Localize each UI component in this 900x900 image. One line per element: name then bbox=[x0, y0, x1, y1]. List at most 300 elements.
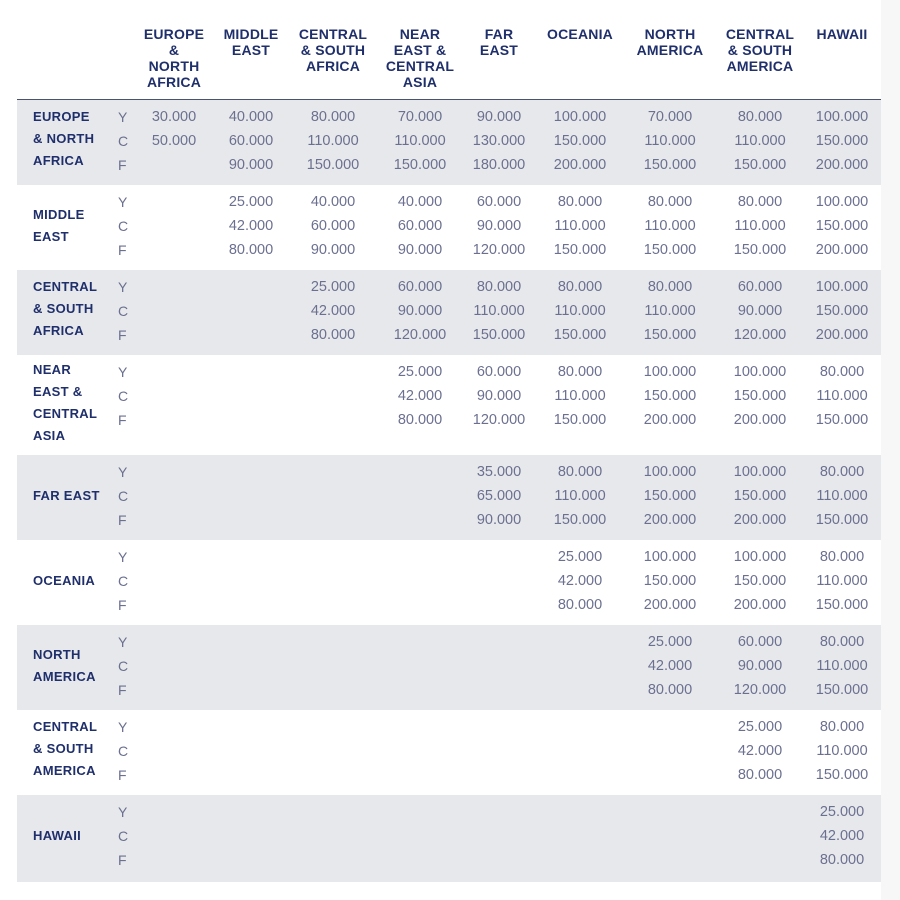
fare-value bbox=[459, 545, 539, 569]
fare-cell bbox=[134, 800, 214, 872]
fare-value: 80.000 bbox=[819, 852, 865, 868]
fare-value bbox=[211, 763, 291, 787]
region-label-line: FAR EAST bbox=[33, 488, 100, 503]
fare-value bbox=[134, 214, 214, 238]
fare-value: 42.000 bbox=[310, 303, 356, 319]
fare-value: 90.000 bbox=[476, 512, 522, 528]
class-label: F bbox=[118, 597, 127, 613]
class-label: C bbox=[118, 828, 129, 844]
fare-value bbox=[211, 569, 291, 593]
class-labels bbox=[118, 190, 128, 262]
column-header-line: OCEANIA bbox=[547, 26, 613, 42]
fare-value bbox=[459, 569, 539, 593]
fare-cell bbox=[459, 460, 539, 532]
fare-value: 150.000 bbox=[815, 218, 869, 234]
row-region-label bbox=[33, 106, 94, 172]
fare-cell bbox=[720, 630, 800, 702]
fare-value bbox=[211, 360, 291, 384]
fare-cell bbox=[211, 545, 291, 617]
fare-cell bbox=[380, 715, 460, 787]
fare-cell bbox=[720, 190, 800, 262]
fare-cell bbox=[720, 460, 800, 532]
column-header-line: NORTH bbox=[644, 26, 696, 42]
fare-value: 30.000 bbox=[151, 109, 197, 125]
fare-value: 90.000 bbox=[310, 242, 356, 258]
fare-value bbox=[293, 739, 373, 763]
fare-value bbox=[211, 508, 291, 532]
fare-cell bbox=[211, 275, 291, 347]
fare-cell bbox=[802, 715, 882, 787]
fare-value bbox=[134, 654, 214, 678]
fare-value: 40.000 bbox=[228, 109, 274, 125]
class-label: C bbox=[118, 743, 129, 759]
fare-value: 100.000 bbox=[643, 549, 697, 565]
fare-value: 80.000 bbox=[557, 364, 603, 380]
fare-cell bbox=[459, 545, 539, 617]
fare-value bbox=[459, 800, 539, 824]
row-region-label bbox=[33, 276, 97, 342]
class-label: F bbox=[118, 767, 127, 783]
fare-value bbox=[380, 484, 460, 508]
column-header bbox=[620, 26, 720, 58]
class-label: Y bbox=[118, 804, 128, 820]
fare-value: 200.000 bbox=[643, 597, 697, 613]
fare-value: 42.000 bbox=[228, 218, 274, 234]
class-label: Y bbox=[118, 364, 128, 380]
fare-cell bbox=[720, 275, 800, 347]
fare-value bbox=[380, 739, 460, 763]
fare-cell bbox=[380, 460, 460, 532]
fare-value: 110.000 bbox=[554, 488, 606, 504]
fare-value: 110.000 bbox=[554, 218, 606, 234]
fare-value: 90.000 bbox=[737, 658, 783, 674]
fare-value: 200.000 bbox=[643, 412, 697, 428]
fare-value: 110.000 bbox=[734, 133, 786, 149]
fare-value: 90.000 bbox=[476, 109, 522, 125]
class-label: F bbox=[118, 852, 127, 868]
fare-value bbox=[211, 800, 291, 824]
fare-value: 150.000 bbox=[472, 327, 526, 343]
fare-value bbox=[720, 800, 800, 824]
fare-value: 150.000 bbox=[553, 327, 607, 343]
fare-value: 100.000 bbox=[733, 364, 787, 380]
fare-value bbox=[540, 739, 620, 763]
column-header-line: AMERICA bbox=[636, 42, 704, 58]
fare-cell bbox=[380, 105, 460, 177]
fare-value: 90.000 bbox=[476, 388, 522, 404]
region-label-line: AFRICA bbox=[33, 323, 84, 338]
fare-value bbox=[293, 545, 373, 569]
class-label: Y bbox=[118, 634, 128, 650]
fare-value bbox=[380, 460, 460, 484]
column-header-line: NEAR bbox=[399, 26, 441, 42]
fare-value: 25.000 bbox=[737, 719, 783, 735]
fare-value: 150.000 bbox=[815, 303, 869, 319]
class-labels bbox=[118, 105, 128, 177]
fare-value: 80.000 bbox=[310, 109, 356, 125]
region-label-line: MIDDLE bbox=[33, 207, 85, 222]
fare-value: 25.000 bbox=[819, 804, 865, 820]
row-region-label bbox=[33, 485, 100, 507]
fare-value: 25.000 bbox=[647, 634, 693, 650]
column-header-line: AFRICA bbox=[146, 74, 202, 90]
fare-value bbox=[134, 545, 214, 569]
fare-value: 25.000 bbox=[397, 364, 443, 380]
column-header-line: & bbox=[168, 42, 180, 58]
fare-value: 60.000 bbox=[476, 194, 522, 210]
fare-cell bbox=[630, 800, 710, 872]
fare-value bbox=[293, 408, 373, 432]
region-label-line: CENTRAL bbox=[33, 719, 98, 734]
fare-cell bbox=[540, 800, 620, 872]
fare-value: 200.000 bbox=[815, 242, 869, 258]
fare-value: 42.000 bbox=[647, 658, 693, 674]
fare-value: 90.000 bbox=[228, 157, 274, 173]
fare-value bbox=[630, 739, 710, 763]
fare-cell bbox=[211, 715, 291, 787]
fare-value bbox=[211, 739, 291, 763]
fare-cell bbox=[211, 360, 291, 432]
fare-value: 35.000 bbox=[476, 464, 522, 480]
fare-value bbox=[134, 593, 214, 617]
fare-value: 150.000 bbox=[553, 133, 607, 149]
region-label-line: AMERICA bbox=[33, 763, 96, 778]
fare-value bbox=[293, 824, 373, 848]
fare-value: 25.000 bbox=[228, 194, 274, 210]
fare-cell bbox=[630, 190, 710, 262]
fare-value bbox=[459, 630, 539, 654]
fare-value bbox=[540, 763, 620, 787]
region-label-line: OCEANIA bbox=[33, 573, 96, 588]
fare-value bbox=[380, 630, 460, 654]
row-region-label bbox=[33, 570, 95, 592]
class-label: Y bbox=[118, 194, 128, 210]
fare-value bbox=[134, 848, 214, 872]
fare-value: 80.000 bbox=[647, 682, 693, 698]
fare-value: 150.000 bbox=[643, 327, 697, 343]
fare-value bbox=[380, 824, 460, 848]
fare-value bbox=[134, 484, 214, 508]
region-label-line: & SOUTH bbox=[33, 301, 94, 316]
fare-cell bbox=[630, 105, 710, 177]
fare-value bbox=[293, 484, 373, 508]
class-labels bbox=[118, 545, 128, 617]
fare-value: 60.000 bbox=[397, 279, 443, 295]
fare-cell bbox=[134, 630, 214, 702]
fare-value: 100.000 bbox=[815, 279, 869, 295]
fare-value: 150.000 bbox=[553, 412, 607, 428]
fare-value bbox=[293, 569, 373, 593]
fare-value bbox=[459, 654, 539, 678]
fare-value: 150.000 bbox=[643, 573, 697, 589]
fare-value: 150.000 bbox=[553, 512, 607, 528]
fare-value bbox=[459, 678, 539, 702]
fare-value bbox=[211, 484, 291, 508]
fare-value bbox=[293, 630, 373, 654]
fare-cell bbox=[380, 190, 460, 262]
table-row bbox=[17, 185, 881, 270]
fare-cell bbox=[293, 800, 373, 872]
fare-value bbox=[459, 763, 539, 787]
fare-value: 70.000 bbox=[397, 109, 443, 125]
fare-cell bbox=[802, 360, 882, 432]
fare-value: 42.000 bbox=[819, 828, 865, 844]
fare-value: 110.000 bbox=[554, 303, 606, 319]
fare-value: 42.000 bbox=[397, 388, 443, 404]
fare-value: 80.000 bbox=[819, 549, 865, 565]
fare-cell bbox=[380, 360, 460, 432]
fare-value: 130.000 bbox=[472, 133, 526, 149]
fare-value bbox=[293, 384, 373, 408]
fare-value: 150.000 bbox=[733, 388, 787, 404]
fare-value: 120.000 bbox=[733, 682, 787, 698]
fare-value: 80.000 bbox=[397, 412, 443, 428]
fare-value bbox=[293, 800, 373, 824]
fare-value: 110.000 bbox=[816, 488, 868, 504]
fare-value: 150.000 bbox=[306, 157, 360, 173]
fare-value bbox=[380, 593, 460, 617]
table-row bbox=[17, 455, 881, 540]
fare-value: 150.000 bbox=[643, 388, 697, 404]
fare-value: 80.000 bbox=[557, 194, 603, 210]
column-header-line: ASIA bbox=[402, 74, 438, 90]
class-label: C bbox=[118, 388, 129, 404]
row-region-label bbox=[33, 359, 97, 447]
fare-value bbox=[380, 800, 460, 824]
fare-value bbox=[630, 848, 710, 872]
fare-value: 150.000 bbox=[815, 412, 869, 428]
fare-value: 90.000 bbox=[737, 303, 783, 319]
fare-cell bbox=[802, 545, 882, 617]
fare-value: 90.000 bbox=[397, 303, 443, 319]
region-label-line: EAST & bbox=[33, 384, 83, 399]
fare-cell bbox=[802, 460, 882, 532]
fare-value bbox=[211, 299, 291, 323]
region-label-line: & NORTH bbox=[33, 131, 95, 146]
fare-value: 200.000 bbox=[643, 512, 697, 528]
fare-value bbox=[293, 508, 373, 532]
region-label-line: NEAR bbox=[33, 362, 72, 377]
fare-cell bbox=[720, 800, 800, 872]
column-header-line: & SOUTH bbox=[300, 42, 366, 58]
fare-value bbox=[211, 654, 291, 678]
fare-cell bbox=[211, 105, 291, 177]
fare-value bbox=[211, 593, 291, 617]
class-label: Y bbox=[118, 109, 128, 125]
fare-cell bbox=[134, 460, 214, 532]
fare-value: 150.000 bbox=[643, 157, 697, 173]
class-label: F bbox=[118, 412, 127, 428]
fare-cell bbox=[459, 105, 539, 177]
fare-cell bbox=[211, 460, 291, 532]
column-header-line: AFRICA bbox=[305, 58, 361, 74]
fare-value: 110.000 bbox=[307, 133, 359, 149]
column-header-line: EAST bbox=[479, 42, 519, 58]
fare-value: 110.000 bbox=[816, 388, 868, 404]
fare-value bbox=[134, 153, 214, 177]
class-label: F bbox=[118, 242, 127, 258]
fare-value bbox=[380, 848, 460, 872]
fare-value bbox=[134, 824, 214, 848]
column-header-line: CENTRAL bbox=[298, 26, 368, 42]
column-header-line: CENTRAL bbox=[385, 58, 455, 74]
fare-value: 80.000 bbox=[737, 767, 783, 783]
class-label: F bbox=[118, 682, 127, 698]
class-labels bbox=[118, 630, 128, 702]
fare-value bbox=[211, 824, 291, 848]
fare-value bbox=[380, 715, 460, 739]
region-label-line: NORTH bbox=[33, 647, 81, 662]
fare-cell bbox=[540, 715, 620, 787]
fare-value bbox=[720, 824, 800, 848]
class-labels bbox=[118, 715, 128, 787]
fare-value: 100.000 bbox=[815, 194, 869, 210]
fare-cell bbox=[293, 545, 373, 617]
fare-value: 150.000 bbox=[553, 242, 607, 258]
fare-value bbox=[540, 800, 620, 824]
fare-cell bbox=[630, 275, 710, 347]
fare-value bbox=[293, 360, 373, 384]
fare-value bbox=[293, 654, 373, 678]
fare-cell bbox=[802, 190, 882, 262]
fare-value bbox=[134, 630, 214, 654]
fare-value: 180.000 bbox=[472, 157, 526, 173]
fare-value: 80.000 bbox=[647, 194, 693, 210]
fare-cell bbox=[720, 360, 800, 432]
fare-cell bbox=[630, 630, 710, 702]
fare-value: 80.000 bbox=[647, 279, 693, 295]
fare-value bbox=[293, 460, 373, 484]
fare-value: 100.000 bbox=[643, 364, 697, 380]
fare-value bbox=[134, 800, 214, 824]
fare-value: 200.000 bbox=[733, 512, 787, 528]
class-labels bbox=[118, 800, 128, 872]
fare-value: 60.000 bbox=[228, 133, 274, 149]
fare-value: 100.000 bbox=[643, 464, 697, 480]
fare-cell bbox=[540, 275, 620, 347]
column-header-line: NORTH bbox=[148, 58, 200, 74]
fare-value: 100.000 bbox=[815, 109, 869, 125]
region-label-line: & SOUTH bbox=[33, 741, 94, 756]
fare-cell bbox=[380, 275, 460, 347]
fare-value: 80.000 bbox=[310, 327, 356, 343]
fare-value bbox=[293, 678, 373, 702]
fare-cell bbox=[134, 190, 214, 262]
fare-value: 150.000 bbox=[815, 133, 869, 149]
fare-value: 100.000 bbox=[553, 109, 607, 125]
fare-cell bbox=[630, 360, 710, 432]
fare-value bbox=[211, 384, 291, 408]
fare-value: 110.000 bbox=[734, 218, 786, 234]
fare-value: 80.000 bbox=[557, 279, 603, 295]
fare-value bbox=[380, 678, 460, 702]
class-label: C bbox=[118, 573, 129, 589]
fare-value bbox=[459, 715, 539, 739]
page-margin bbox=[881, 0, 900, 900]
region-label-line: CENTRAL bbox=[33, 279, 98, 294]
fare-value: 150.000 bbox=[643, 488, 697, 504]
fare-value: 110.000 bbox=[644, 303, 696, 319]
fare-value: 150.000 bbox=[733, 157, 787, 173]
fare-cell bbox=[802, 630, 882, 702]
fare-cell bbox=[293, 460, 373, 532]
fare-cell bbox=[134, 715, 214, 787]
row-region-label bbox=[33, 204, 85, 248]
fare-value bbox=[459, 824, 539, 848]
fare-value bbox=[380, 763, 460, 787]
class-label: F bbox=[118, 157, 127, 173]
fare-value bbox=[540, 678, 620, 702]
fare-value bbox=[134, 678, 214, 702]
fare-cell bbox=[459, 715, 539, 787]
class-label: Y bbox=[118, 464, 128, 480]
fare-cell bbox=[540, 190, 620, 262]
table-row bbox=[17, 540, 881, 625]
fare-cell bbox=[380, 630, 460, 702]
fare-value bbox=[134, 739, 214, 763]
fare-value: 150.000 bbox=[643, 242, 697, 258]
fare-cell bbox=[540, 460, 620, 532]
fare-value bbox=[380, 545, 460, 569]
table-row bbox=[17, 270, 881, 355]
column-header-line: FAR bbox=[484, 26, 514, 42]
class-label: C bbox=[118, 218, 129, 234]
fare-cell bbox=[540, 105, 620, 177]
fare-value: 60.000 bbox=[737, 279, 783, 295]
fare-value bbox=[720, 848, 800, 872]
region-label-line: EUROPE bbox=[33, 109, 90, 124]
fare-value: 120.000 bbox=[472, 412, 526, 428]
fare-value bbox=[459, 739, 539, 763]
fare-value: 110.000 bbox=[816, 658, 868, 674]
fare-cell bbox=[540, 630, 620, 702]
fare-cell bbox=[459, 275, 539, 347]
class-labels bbox=[118, 360, 128, 432]
fare-cell bbox=[459, 800, 539, 872]
fare-value bbox=[134, 508, 214, 532]
fare-value bbox=[211, 545, 291, 569]
fare-value: 150.000 bbox=[815, 512, 869, 528]
fare-value bbox=[134, 299, 214, 323]
fare-cell bbox=[630, 545, 710, 617]
row-region-label bbox=[33, 825, 81, 847]
fare-cell bbox=[802, 105, 882, 177]
fare-value: 150.000 bbox=[393, 157, 447, 173]
class-label: C bbox=[118, 303, 129, 319]
fare-value: 60.000 bbox=[310, 218, 356, 234]
fare-cell bbox=[459, 630, 539, 702]
fare-value: 80.000 bbox=[557, 597, 603, 613]
region-label-line: AFRICA bbox=[33, 153, 84, 168]
fare-value bbox=[211, 848, 291, 872]
fare-value bbox=[459, 848, 539, 872]
fare-value: 200.000 bbox=[733, 412, 787, 428]
fare-value: 80.000 bbox=[819, 464, 865, 480]
fare-value: 40.000 bbox=[310, 194, 356, 210]
fare-cell bbox=[380, 800, 460, 872]
fare-cell bbox=[720, 545, 800, 617]
fare-value: 100.000 bbox=[733, 549, 787, 565]
fare-cell bbox=[293, 190, 373, 262]
table-row bbox=[17, 625, 881, 710]
class-labels bbox=[118, 460, 128, 532]
fare-value: 80.000 bbox=[819, 719, 865, 735]
region-label-line: AMERICA bbox=[33, 669, 96, 684]
class-label: Y bbox=[118, 719, 128, 735]
fare-cell bbox=[720, 715, 800, 787]
fare-value bbox=[134, 715, 214, 739]
fare-cell bbox=[540, 360, 620, 432]
